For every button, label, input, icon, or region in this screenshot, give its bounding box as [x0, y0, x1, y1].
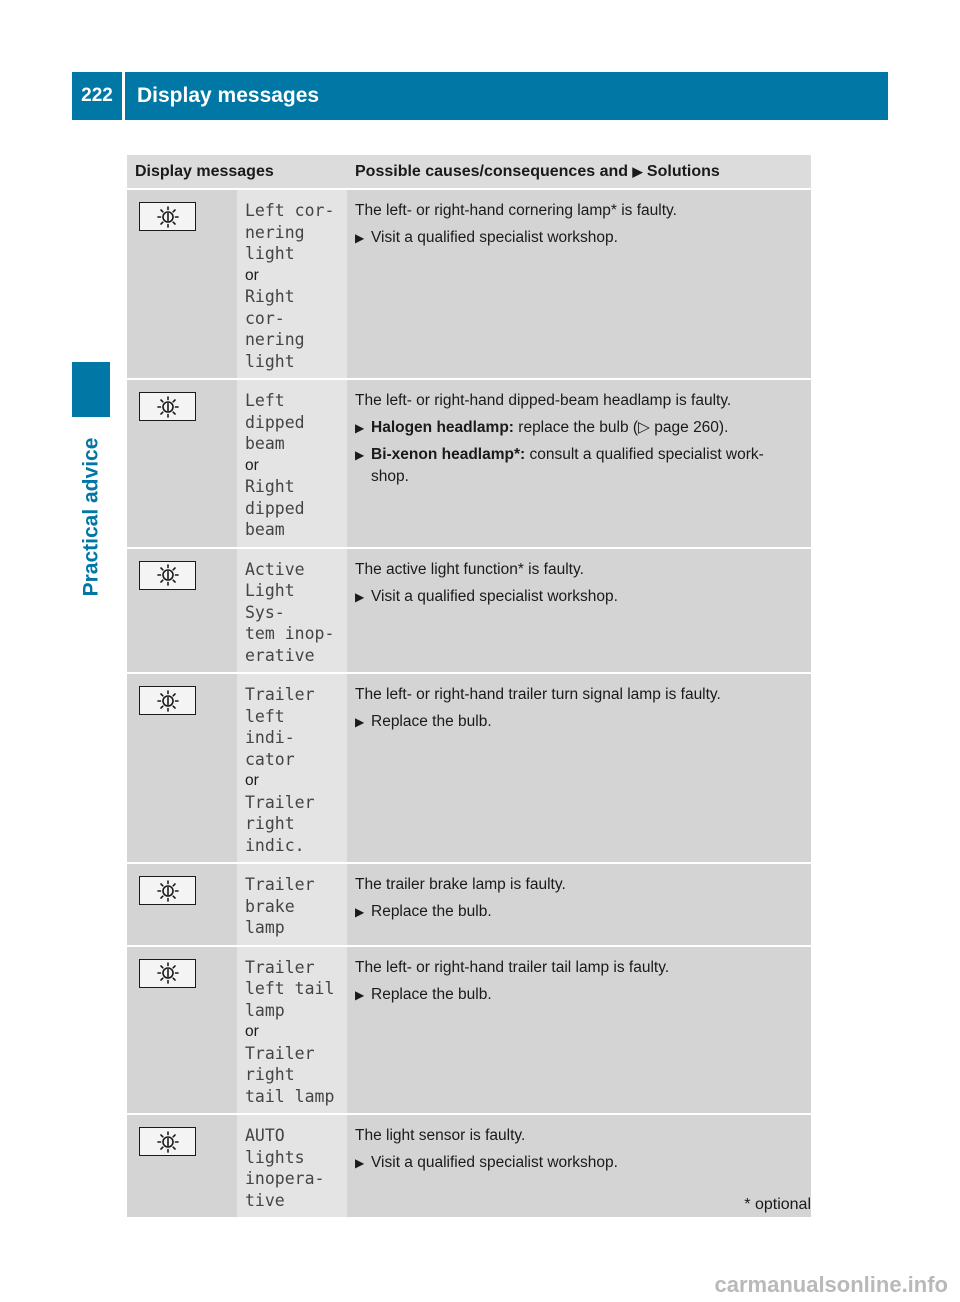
display-message-line: Trailer — [245, 957, 315, 977]
step-content — [371, 417, 728, 439]
icon-cell — [127, 189, 237, 379]
col-header-solutions-text: Solutions — [646, 162, 720, 180]
cause-text: The left- or right-hand trailer tail lamp is faulty. — [355, 958, 670, 976]
icon-cell — [127, 548, 237, 674]
col-header-display-messages: Display messages — [127, 155, 347, 189]
display-message-line: brake lamp — [245, 896, 295, 937]
arrow-right-icon: ▶ — [355, 421, 365, 435]
message-cell — [237, 673, 347, 863]
page-number: 222 — [72, 72, 125, 120]
arrow-right-icon: ▶ — [355, 231, 365, 245]
display-message-line: Trailer — [245, 685, 315, 704]
display-message-line: cator — [245, 749, 295, 769]
display-message-line: AUTO — [245, 1126, 285, 1145]
solution-cell — [347, 946, 811, 1115]
display-message-line: Right cor- — [245, 287, 295, 328]
icon-cell — [127, 379, 237, 548]
step-label: Bi-xenon headlamp*: — [371, 446, 526, 463]
solution-step — [355, 227, 803, 249]
table-header-row — [127, 155, 811, 189]
bulb-icon-svg — [155, 205, 181, 229]
page-title: Display messages — [137, 84, 320, 107]
display-message-line: Left cor- — [245, 201, 335, 220]
solution-cell — [347, 673, 811, 863]
display-message-line: erative — [245, 645, 315, 665]
icon-cell — [127, 946, 237, 1115]
step-text: Visit a qualified specialist workshop. — [371, 1154, 618, 1171]
message-cell — [237, 946, 347, 1115]
icon-cell — [127, 863, 237, 946]
step-text: Replace the bulb. — [371, 903, 492, 920]
step-content — [371, 1152, 618, 1174]
table-row — [127, 946, 811, 1115]
or-separator: or — [245, 266, 259, 284]
solution-step — [355, 444, 803, 488]
bulb-icon — [139, 686, 196, 715]
table-body — [127, 189, 811, 1218]
watermark: carmanualsonline.info — [714, 1272, 948, 1297]
step-content — [371, 444, 803, 488]
message-cell — [237, 189, 347, 379]
display-message-line: beam — [245, 434, 285, 453]
section-tab — [72, 362, 110, 417]
step-content — [371, 901, 492, 923]
display-message-line: Trailer — [245, 875, 315, 894]
display-message-line: nering — [245, 222, 305, 242]
arrow-right-icon: ▶ — [355, 715, 365, 729]
display-message-line: Active — [245, 559, 305, 579]
arrow-right-icon: ▶ — [355, 448, 365, 462]
table-row — [127, 548, 811, 674]
display-message-line: Light Sys- — [245, 581, 295, 622]
bulb-icon — [139, 392, 196, 421]
cause-text: The active light function* is faulty. — [355, 560, 584, 578]
arrow-right-icon: ▶ — [355, 987, 365, 1002]
solution-cell — [347, 1114, 811, 1218]
display-message-line: right — [245, 814, 295, 833]
display-message-line: lamp — [245, 1000, 285, 1020]
section-label — [72, 425, 110, 609]
message-cell — [237, 379, 347, 548]
cause-text: The left- or right-hand dipped-beam headlamp is faulty. — [355, 392, 732, 409]
arrow-right-icon: ▶ — [632, 163, 643, 179]
solution-step — [355, 711, 803, 733]
page-header — [72, 72, 888, 120]
table-row — [127, 1114, 811, 1218]
or-separator: or — [245, 772, 259, 789]
display-message-line: tive — [245, 1190, 285, 1210]
message-cell — [237, 863, 347, 946]
cause-text: The left- or right-hand trailer turn signal lamp is faulty. — [355, 686, 721, 703]
bulb-icon-svg — [155, 1130, 181, 1154]
step-text: Replace the bulb. — [371, 713, 492, 730]
arrow-right-icon: ▶ — [355, 905, 365, 919]
solution-step — [355, 1152, 803, 1174]
solution-cell — [347, 863, 811, 946]
bulb-icon — [139, 1127, 196, 1156]
solution-step — [355, 586, 803, 608]
or-separator: or — [245, 456, 259, 474]
step-text: consult a qualified specialist work- shop. — [371, 446, 764, 485]
display-message-line: Left — [245, 391, 285, 410]
step-content — [371, 227, 618, 249]
display-message-line: dipped — [245, 412, 305, 432]
display-message-line: Trailer — [245, 1043, 315, 1063]
icon-cell — [127, 1114, 237, 1218]
cause-text: The trailer brake lamp is faulty. — [355, 876, 566, 893]
step-content — [371, 586, 618, 608]
display-message-line: dipped — [245, 498, 305, 518]
display-message-line: Trailer — [245, 792, 315, 812]
section-label-text: Practical advice — [79, 437, 102, 597]
bulb-icon — [139, 876, 196, 905]
display-messages-table — [127, 155, 811, 1219]
display-message-line: light — [245, 351, 295, 371]
icon-cell — [127, 673, 237, 863]
message-cell — [237, 548, 347, 674]
table-row — [127, 379, 811, 548]
solution-step — [355, 901, 803, 923]
display-message-line: nering — [245, 330, 305, 349]
bulb-icon-svg — [155, 689, 181, 713]
bulb-icon — [139, 561, 196, 590]
step-text: Visit a qualified specialist workshop. — [371, 587, 618, 605]
solution-step — [355, 417, 803, 439]
solution-step — [355, 984, 803, 1006]
solution-cell — [347, 189, 811, 379]
footnote: * optional — [744, 1196, 811, 1213]
cause-text: The left- or right-hand cornering lamp* is faulty. — [355, 202, 677, 219]
bulb-icon-svg — [155, 395, 181, 419]
arrow-right-icon: ▶ — [355, 589, 365, 604]
display-message-line: light — [245, 244, 295, 263]
bulb-icon-svg — [155, 879, 181, 903]
step-label: Halogen headlamp: — [371, 419, 514, 436]
display-message-line: left tail — [245, 979, 335, 998]
display-message-line: right — [245, 1065, 295, 1084]
arrow-right-icon: ▶ — [355, 1156, 365, 1170]
solution-cell — [347, 548, 811, 674]
step-content — [371, 711, 492, 733]
step-text: Replace the bulb. — [371, 985, 492, 1003]
display-message-line: lights — [245, 1147, 305, 1167]
bulb-icon-svg — [155, 961, 181, 985]
table-row — [127, 189, 811, 379]
cause-text: The light sensor is faulty. — [355, 1127, 526, 1144]
col-header-causes-text: Possible causes/consequences and — [355, 162, 629, 180]
display-message-line: tail lamp — [245, 1086, 335, 1106]
display-message-line: tem inop- — [245, 624, 335, 643]
col-header-solutions — [347, 155, 811, 189]
display-message-line: Right — [245, 477, 295, 496]
table-row — [127, 863, 811, 946]
bulb-icon — [139, 959, 196, 988]
solution-cell — [347, 379, 811, 548]
step-text: Visit a qualified specialist workshop. — [371, 229, 618, 246]
message-cell — [237, 1114, 347, 1218]
bulb-icon-svg — [155, 563, 181, 587]
display-message-line: indic. — [245, 835, 305, 855]
display-message-line: left indi- — [245, 706, 295, 747]
step-content — [371, 984, 492, 1006]
step-text: replace the bulb (▷ page 260). — [518, 419, 729, 436]
table-row — [127, 673, 811, 863]
or-separator: or — [245, 1023, 259, 1040]
display-message-line: beam — [245, 520, 285, 539]
display-message-line: inopera- — [245, 1169, 325, 1188]
bulb-icon — [139, 202, 196, 231]
